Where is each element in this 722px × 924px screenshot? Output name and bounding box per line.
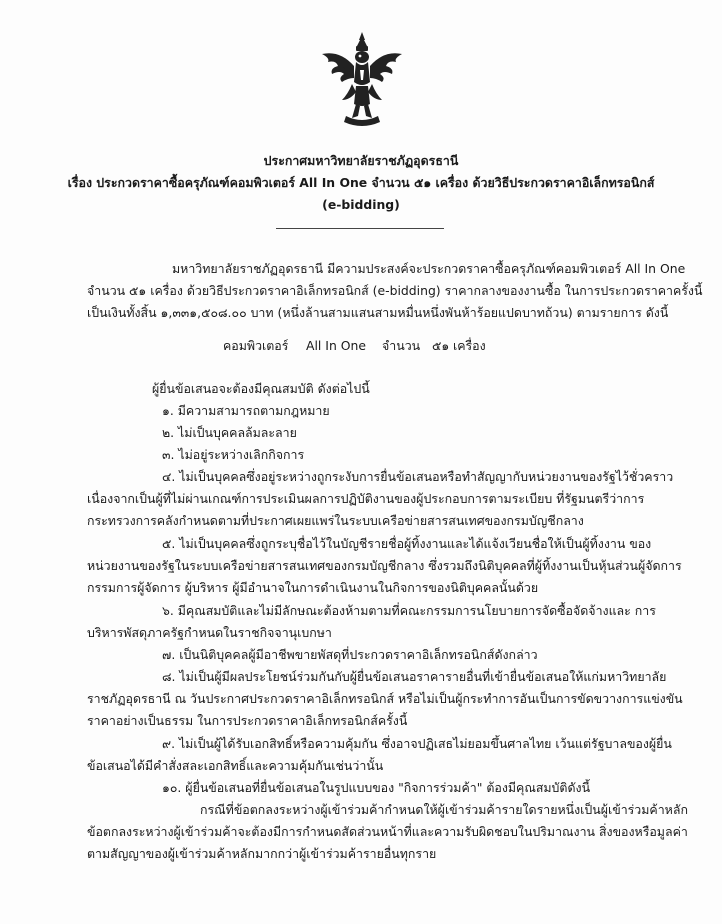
item-qty-label: จำนวน xyxy=(382,338,421,353)
qualification-6-cont: บริหารพัสดุภาครัฐกำหนดในราชกิจจานุเบกษา xyxy=(87,625,332,640)
announcement-title: ประกาศมหาวิทยาลัยราชภัฏอุดรธานี xyxy=(263,153,459,168)
qualification-8-cont: ราชภัฏอุดรธานี ณ วันประกาศประกวดราคาอิเล็กทรอนิกส์ หรือไม่เป็นผู้กระทำการอันเป็นการขัดขวางการแข่งขัน xyxy=(87,691,683,706)
qualification-5: ๕. ไม่เป็นบุคคลซึ่งถูกระบุชื่อไว้ในบัญชีรายชื่อผู้ทิ้งงานและได้แจ้งเวียนชื่อให้เป็นผู้ทิ้งงาน ของ xyxy=(162,536,652,551)
qualifications-heading: ผู้ยื่นข้อเสนอจะต้องมีคุณสมบัติ ดังต่อไปนี้ xyxy=(152,381,370,396)
qualification-1: ๑. มีความสามารถตามกฎหมาย xyxy=(162,403,330,418)
qualification-5-cont: กรรมการผู้จัดการ ผู้บริหาร ผู้มีอำนาจในการดำเนินงานในกิจการของนิติบุคคลนั้นด้วย xyxy=(87,580,539,595)
announcement-subject: เรื่อง ประกวดราคาซื้อครุภัณฑ์คอมพิวเตอร์ All In One จำนวน ๕๑ เครื่อง ด้วยวิธีประกวดราคาอิเล็กทรอนิกส์ xyxy=(67,175,655,190)
qualification-2: ๒. ไม่เป็นบุคคลล้มละลาย xyxy=(162,425,297,440)
intro-line: จำนวน ๕๑ เครื่อง ด้วยวิธีประกวดราคาอิเล็กทรอนิกส์ (e-bidding) ราคากลางของงานซื้อ ในการประกวดราคาครั้งนี้ xyxy=(87,283,703,298)
qualification-4: ๔. ไม่เป็นบุคคลซึ่งอยู่ระหว่างถูกระงับการยื่นข้อเสนอหรือทำสัญญากับหน่วยงานของรัฐไว้ชั่วคราว xyxy=(162,469,674,484)
qualification-9: ๙. ไม่เป็นผู้ได้รับเอกสิทธิ์หรือความคุ้มกัน ซึ่งอาจปฏิเสธไม่ยอมขึ้นศาลไทย เว้นแต่รัฐบาลของผู้ยื่น xyxy=(162,736,672,751)
item-name: คอมพิวเตอร์ xyxy=(223,338,289,353)
qualification-3: ๓. ไม่อยู่ระหว่างเลิกกิจการ xyxy=(162,447,305,462)
item-qty: ๕๑ xyxy=(432,338,450,353)
qualification-4-cont: กระทรวงการคลังกำหนดตามที่ประกาศเผยแพร่ในระบบเครือข่ายสารสนเทศของกรมบัญชีกลาง xyxy=(87,513,584,528)
title-divider xyxy=(276,228,444,229)
announcement-subject-method: (e-bidding) xyxy=(322,197,400,212)
qualification-10-cont: ข้อตกลงระหว่างผู้เข้าร่วมค้าจะต้องมีการกำหนดสัดส่วนหน้าที่และความรับผิดชอบในปริมาณงาน สิ่งของหรือมูลค่า xyxy=(87,824,688,839)
item-unit: เครื่อง xyxy=(453,338,486,353)
qualification-6: ๖. มีคุณสมบัติและไม่มีลักษณะต้องห้ามตามที่คณะกรรมการนโยบายการจัดซื้อจัดจ้างและ การ xyxy=(162,603,656,618)
garuda-emblem-icon xyxy=(316,30,408,130)
qualification-5-cont: หน่วยงานของรัฐในระบบเครือข่ายสารสนเทศของกรมบัญชีกลาง ซึ่งรวมถึงนิติบุคคลที่ผู้ทิ้งงานเป็นหุ้นส่วนผู้จัดการ xyxy=(87,558,682,573)
qualification-4-cont: เนื่องจากเป็นผู้ที่ไม่ผ่านเกณฑ์การประเมินผลการปฏิบัติงานของผู้ประกอบการตามระเบียบ ที่รัฐมนตรีว่าการ xyxy=(87,491,645,506)
qualification-8-cont: ราคาอย่างเป็นธรรม ในการประกวดราคาอิเล็กทรอนิกส์ครั้งนี้ xyxy=(87,713,408,728)
qualification-10-cont: ตามสัญญาของผู้เข้าร่วมค้าหลักมากกว่าผู้เข้าร่วมค้ารายอื่นทุกราย xyxy=(87,846,437,861)
qualification-8: ๘. ไม่เป็นผู้มีผลประโยชน์ร่วมกันกับผู้ยื่นข้อเสนอราคารายอื่นที่เข้ายื่นข้อเสนอให้แก่มหาวิทยาลัย xyxy=(162,669,667,684)
intro-line: มหาวิทยาลัยราชภัฏอุดรธานี มีความประสงค์จะประกวดราคาซื้อครุภัณฑ์คอมพิวเตอร์ All In One xyxy=(172,261,686,276)
qualification-9-cont: ข้อเสนอได้มีคำสั่งสละเอกสิทธิ์และความคุ้มกันเช่นว่านั้น xyxy=(87,758,384,773)
qualification-7: ๗. เป็นนิติบุคคลผู้มีอาชีพขายพัสดุที่ประกวดราคาอิเล็กทรอนิกส์ดังกล่าว xyxy=(162,647,538,662)
intro-line: เป็นเงินทั้งสิ้น ๑,๓๓๑,๕๐๘.๐๐ บาท (หนึ่งล้านสามแสนสามหมื่นหนึ่งพันห้าร้อยแปดบาทถ้วน) ตามรายการ ดังนี้ xyxy=(87,305,669,320)
qualification-10: ๑๐. ผู้ยื่นข้อเสนอที่ยื่นข้อเสนอในรูปแบบของ "กิจการร่วมค้า" ต้องมีคุณสมบัติดังนี้ xyxy=(162,780,591,795)
item-model: All In One xyxy=(306,338,366,353)
qualification-10-cont: กรณีที่ข้อตกลงระหว่างผู้เข้าร่วมค้ากำหนดให้ผู้เข้าร่วมค้ารายใดรายหนึ่งเป็นผู้เข้าร่วมค้าหลัก xyxy=(200,802,688,817)
